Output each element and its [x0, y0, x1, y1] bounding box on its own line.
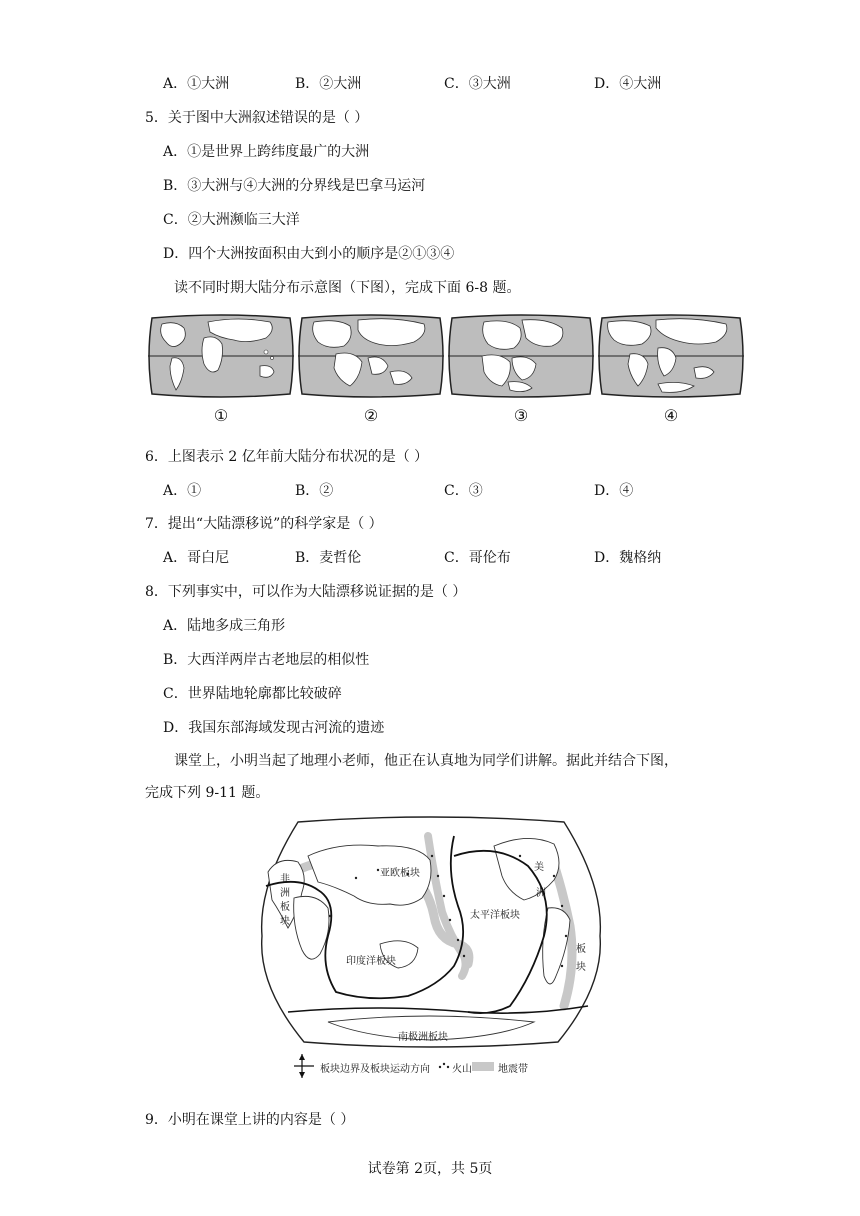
intro-6-8: 读不同时期大陆分布示意图（下图），完成下面 6-8 题。: [174, 280, 521, 296]
q7-stem: 7．提出“大陆漂移说”的科学家是（ ）: [145, 516, 383, 532]
q7-option-b: B．麦哲伦: [295, 550, 362, 566]
q9-stem: 9．小明在课堂上讲的内容是（ ）: [145, 1112, 355, 1128]
label-antarctic-plate: 南极洲板块: [398, 1032, 448, 1043]
q6-option-a: A．①: [163, 483, 202, 499]
q8-option-d: D．我国东部海域发现古河流的遗迹: [163, 720, 385, 736]
q5-option-a: A．①是世界上跨纬度最广的大洲: [163, 144, 370, 160]
q8-option-b: B．大西洋两岸古老地层的相似性: [163, 652, 370, 668]
label-american-plate-1: 美: [534, 862, 544, 873]
label-eurasian-plate: 亚欧板块: [380, 868, 420, 879]
q4-option-b: B．②大洲: [295, 76, 362, 92]
q6-option-b: B．②: [295, 483, 334, 499]
map-label-3: ③: [513, 406, 529, 425]
label-african-plate-2: 洲: [280, 888, 290, 899]
label-american-plate-2: 洲: [536, 888, 546, 899]
legend-volcano: 火山: [452, 1064, 472, 1075]
q7-option-a: A．哥白尼: [163, 550, 230, 566]
intro-9-11-line1: 课堂上，小明当起了地理小老师，他正在认真地为同学们讲解。据此并结合下图，: [174, 753, 678, 769]
q6-stem: 6．上图表示 2 亿年前大陆分布状况的是（ ）: [145, 449, 429, 465]
continental-drift-maps: [148, 314, 744, 434]
q4-option-d: D．④大洲: [594, 76, 662, 92]
legend-quake-belt: 地震带: [498, 1064, 528, 1075]
label-american-plate-3: 板: [576, 944, 586, 955]
label-african-plate-1: 非: [280, 874, 290, 885]
map-1: [148, 314, 294, 398]
q6-option-d: D．④: [594, 483, 634, 499]
q6-option-c: C．③: [444, 483, 483, 499]
legend-boundary: 板块边界及板块运动方向: [320, 1064, 430, 1075]
map-label-4: ④: [663, 406, 679, 425]
plate-tectonics-map: [258, 816, 604, 1080]
q8-option-c: C．世界陆地轮廓都比较破碎: [163, 686, 342, 702]
page-footer: 试卷第 2页，共 5页: [367, 1161, 493, 1177]
map-label-2: ②: [363, 406, 379, 425]
q8-stem: 8．下列事实中，可以作为大陆漂移说证据的是（ ）: [145, 584, 467, 600]
q7-option-d: D．魏格纳: [594, 550, 662, 566]
q5-stem: 5．关于图中大洲叙述错误的是（ ）: [145, 110, 369, 126]
map-label-1: ①: [213, 406, 229, 425]
q5-option-d: D．四个大洲按面积由大到小的顺序是②①③④: [163, 246, 455, 262]
label-african-plate-4: 块: [280, 916, 290, 927]
q7-option-c: C．哥伦布: [444, 550, 511, 566]
q4-option-a: A．①大洲: [163, 76, 230, 92]
map-4: [598, 314, 744, 398]
q4-option-c: C．③大洲: [444, 76, 511, 92]
map-2: [298, 314, 444, 398]
q8-option-a: A．陆地多成三角形: [163, 618, 286, 634]
q5-option-c: C．②大洲濒临三大洋: [163, 212, 300, 228]
label-american-plate-4: 块: [576, 962, 586, 973]
q5-option-b: B．③大洲与④大洲的分界线是巴拿马运河: [163, 178, 426, 194]
label-pacific-plate: 太平洋板块: [470, 910, 520, 921]
map-3: [448, 314, 594, 398]
label-african-plate-3: 板: [280, 902, 290, 913]
label-indian-plate: 印度洋板块: [346, 956, 396, 967]
intro-9-11-line2: 完成下列 9-11 题。: [145, 785, 270, 801]
